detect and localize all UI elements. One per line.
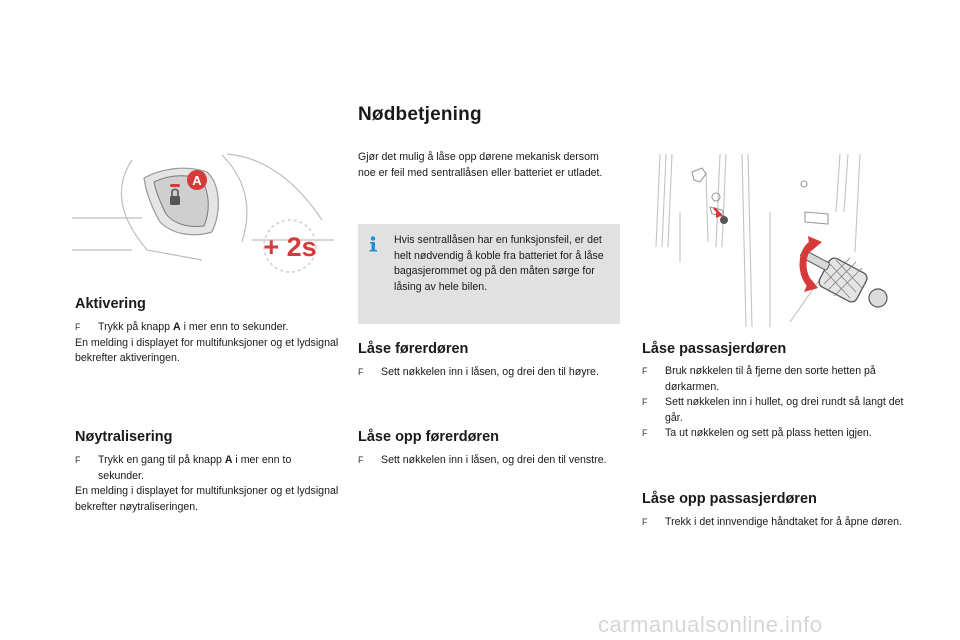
bullet-marker: F [642, 428, 648, 438]
key-icon [800, 249, 887, 307]
watermark: carmanualsonline.info [598, 612, 823, 637]
button-a-letter: A [192, 173, 202, 188]
page-title: Nødbetjening [358, 104, 482, 125]
lase-opp-forerdoren-text: Sett nøkkelen inn i låsen, og drei den til venstre. [381, 454, 607, 466]
lase-passasjerdoren-bullet-1 [642, 364, 904, 395]
lase-passasjerdoren-bullet-2 [642, 395, 904, 426]
heading-lase-opp-forerdoren: Låse opp førerdøren [358, 429, 499, 445]
two-seconds-timer [263, 220, 316, 272]
bullet-marker: F [75, 322, 81, 332]
lase-opp-forerdoren-bullet [358, 453, 608, 469]
lase-opp-passasjerdoren-bullet [642, 515, 904, 531]
noytralisering-section [75, 453, 340, 515]
lase-opp-passasjerdoren-section [642, 515, 904, 531]
info-icon [367, 236, 379, 252]
aktivering-bullet-text: Trykk på knapp [98, 321, 173, 333]
bullet-marker: F [358, 455, 364, 465]
lase-passasjerdoren-text-2: Sett nøkkelen inn i hullet, og drei rundt så langt det går. [665, 396, 904, 424]
lase-opp-passasjerdoren-text: Trekk i det innvendige håndtaket for å åpne døren. [665, 516, 902, 528]
noytralisering-bullet-text: Trykk en gang til på knapp [98, 454, 225, 466]
lase-passasjerdoren-bullet-3 [642, 426, 904, 442]
noytralisering-bullet-text-end: i mer enn to sekunder. [98, 454, 292, 482]
aktivering-bullet [75, 320, 340, 336]
lase-opp-forerdoren-section [358, 453, 608, 469]
heading-aktivering: Aktivering [75, 296, 146, 312]
heading-lase-passasjerdoren: Låse passasjerdøren [642, 341, 787, 357]
lase-passasjerdoren-text-1: Bruk nøkkelen til å fjerne den sorte hetten på dørkarmen. [665, 365, 876, 393]
intro-text: Gjør det mulig å låse opp dørene mekanisk dersom noe er feil med sentrallåsen eller batteriet er utladet. [358, 151, 603, 179]
door-key-illustration [650, 152, 900, 330]
info-box [358, 224, 620, 324]
duration-label: + 2s [263, 232, 317, 262]
noytralisering-body: En melding i displayet for multifunksjoner og et lydsignal bekrefter nøytraliseringen. [75, 485, 339, 513]
heading-lase-forerdoren: Låse førerdøren [358, 341, 469, 357]
button-a-illustration [72, 150, 344, 280]
button-key-ref: A [172, 321, 181, 333]
bullet-marker: F [642, 517, 648, 527]
lase-forerdoren-section [358, 365, 608, 381]
noytralisering-bullet [75, 453, 313, 484]
lase-forerdoren-bullet [358, 365, 608, 381]
button-key-ref: A [224, 454, 233, 466]
aktivering-body: En melding i displayet for multifunksjoner og et lydsignal bekrefter aktiveringen. [75, 336, 339, 364]
bullet-marker: F [358, 367, 364, 377]
heading-noytralisering: Nøytralisering [75, 429, 173, 445]
heading-lase-opp-passasjerdoren: Låse opp passasjerdøren [642, 491, 817, 507]
bullet-marker: F [75, 455, 81, 465]
bullet-marker: F [642, 397, 648, 407]
lase-forerdoren-text: Sett nøkkelen inn i låsen, og drei den til høyre. [381, 366, 599, 378]
bullet-marker: F [642, 366, 648, 376]
lase-passasjerdoren-section [642, 364, 904, 442]
info-text: Hvis sentrallåsen har en funksjonsfeil, er det helt nødvendig å koble fra batteriet for å låse bagasjerommet og på den måten sørge for låsing av hele bilen. [394, 234, 604, 293]
aktivering-bullet-text-end: i mer enn to sekunder. [180, 321, 289, 333]
lase-passasjerdoren-text-3: Ta ut nøkkelen og sett på plass hetten igjen. [665, 427, 872, 439]
aktivering-section [75, 320, 340, 367]
